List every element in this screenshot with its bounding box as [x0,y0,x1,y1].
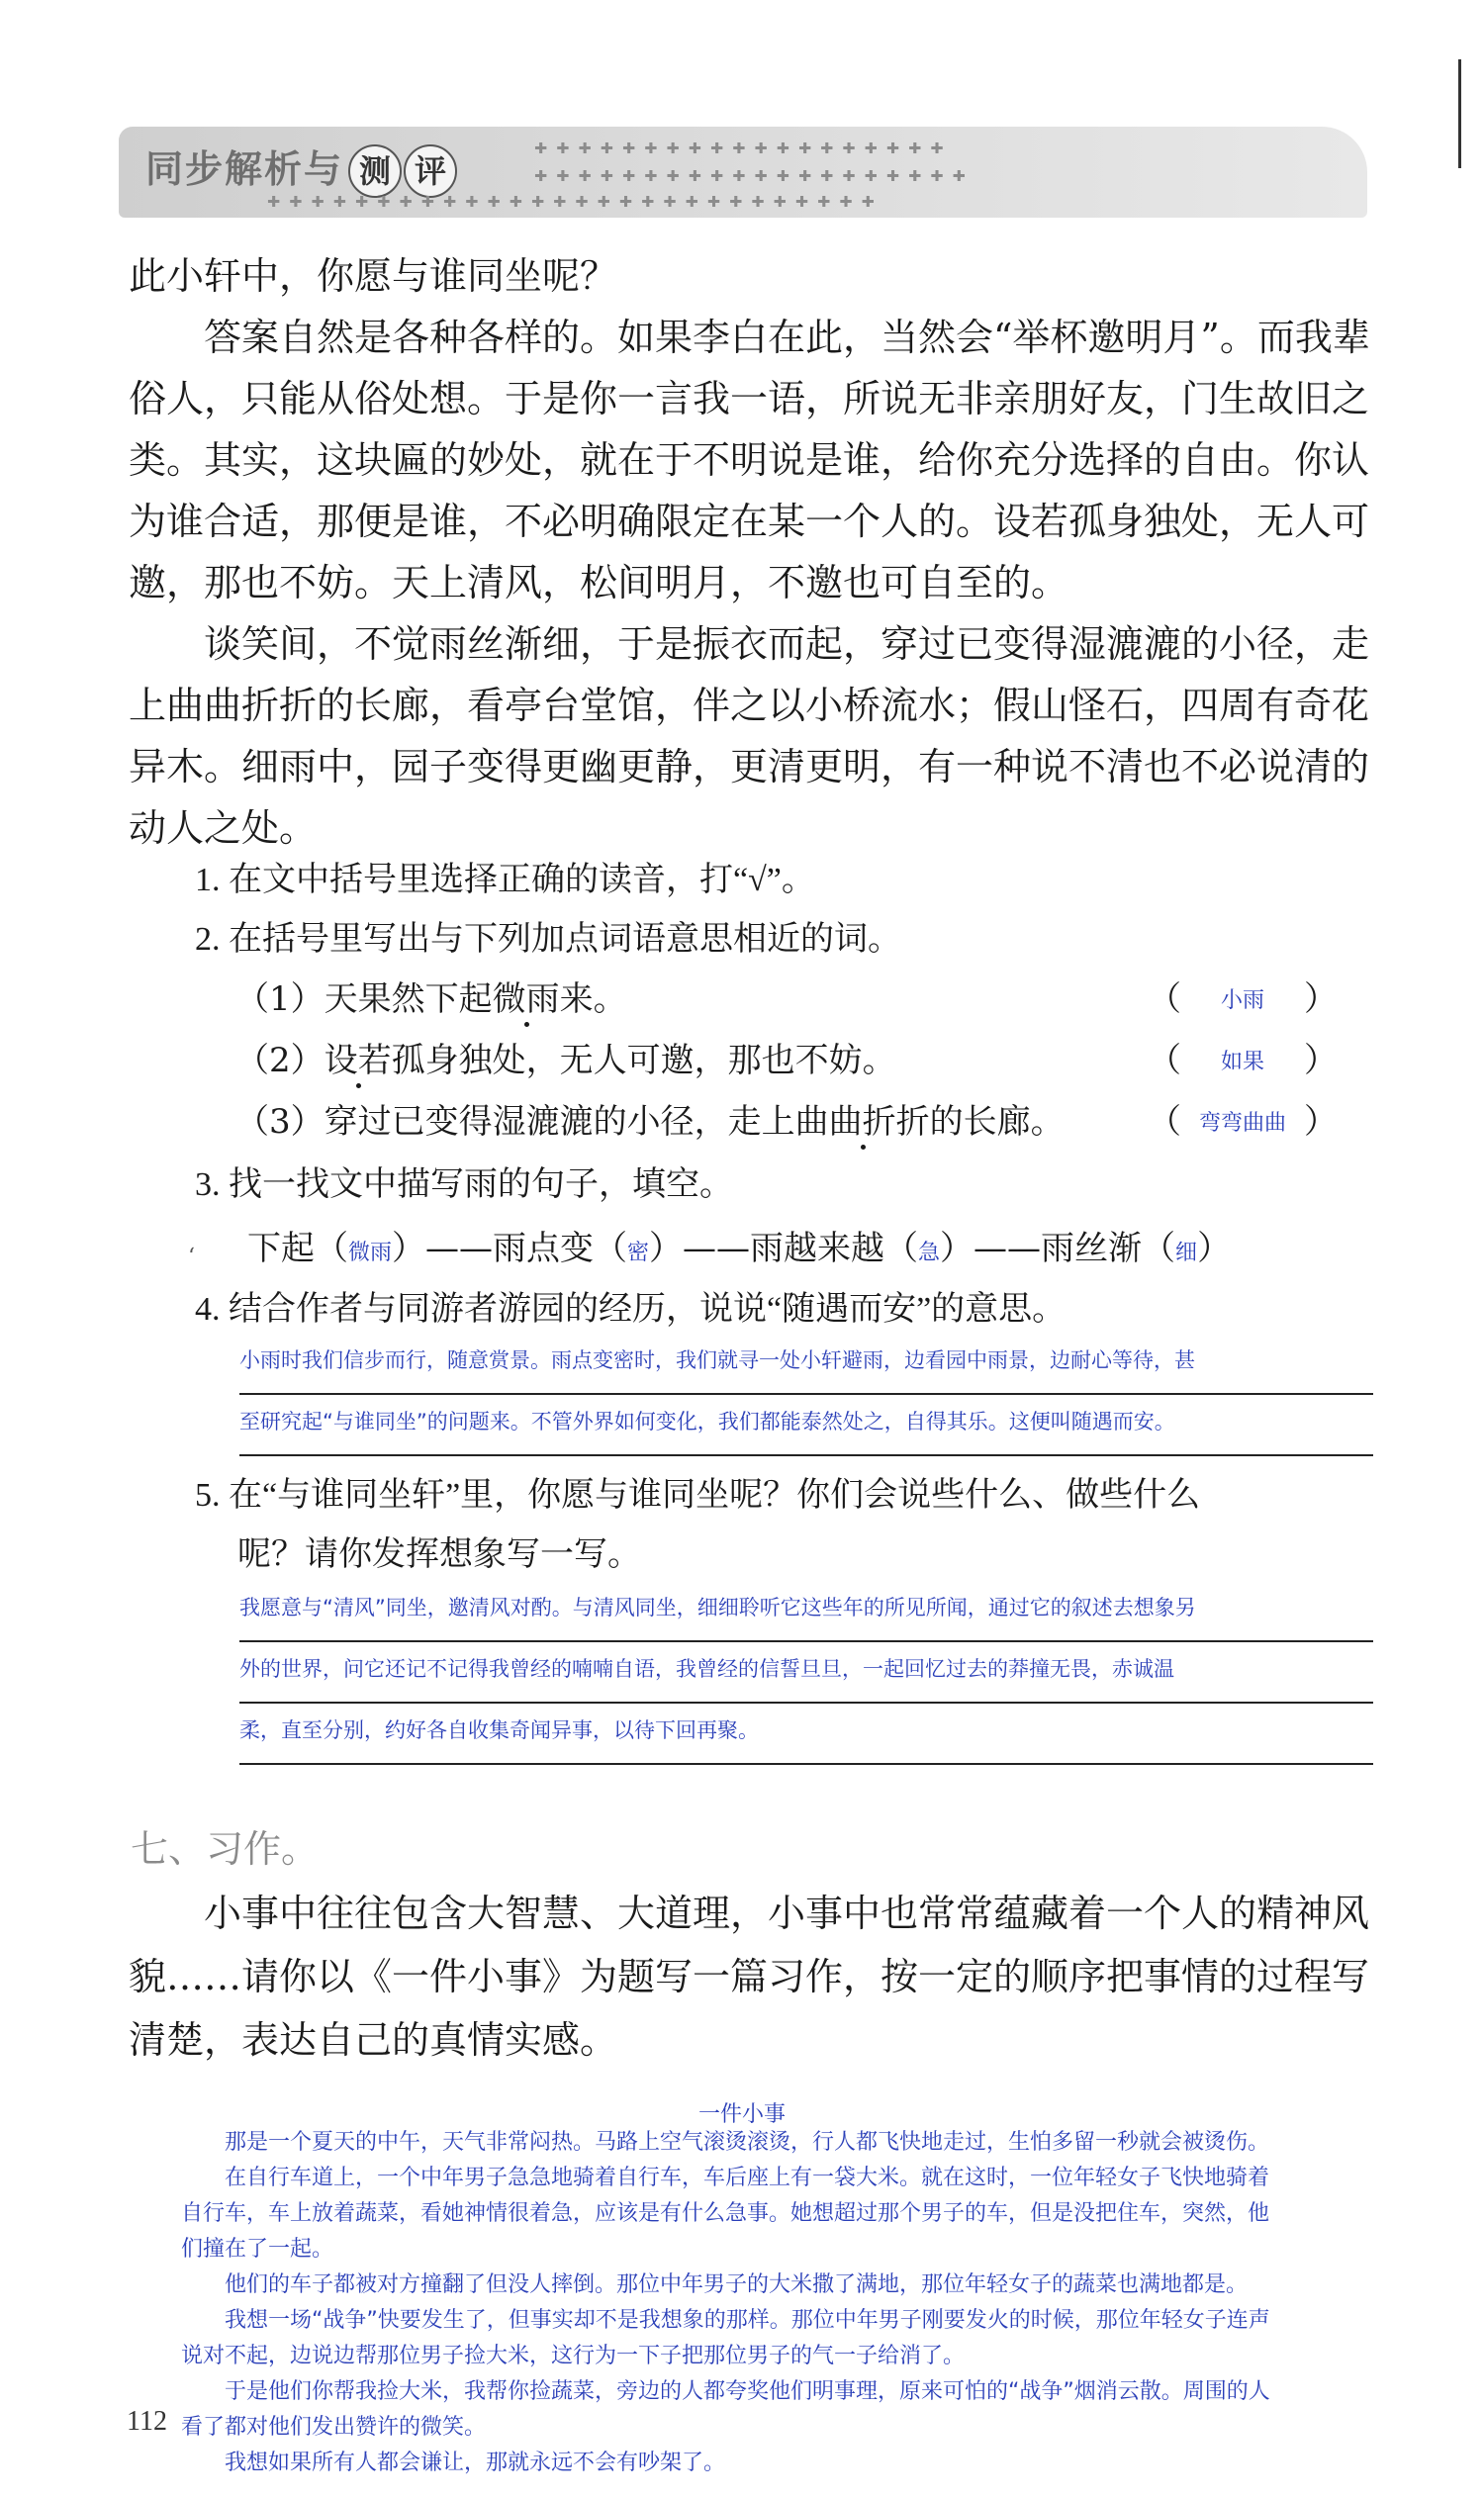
handwritten-answer: 如果 [1220,1050,1264,1074]
question-2-item-3: （3）穿过已变得湿漉漉的小径，走上曲曲折折的长廊。 [235,1102,1065,1142]
page-number: 112 [127,2406,167,2437]
dotted-word: 微雨 [492,979,560,1019]
reading-passage [129,245,1370,859]
question-1: 1. 在文中括号里选择正确的读音，打“√”。 [195,862,815,898]
handwritten-essay[interactable] [181,2125,1368,2481]
header-circle-ce: 测 [348,144,402,198]
answer-line[interactable]: 至研究起“与谁同坐”的问题来。不管外界如何变化，我们都能泰然处之，自得其乐。这便叫随遇而安。 [239,1395,1373,1456]
essay-line: 自行车，车上放着蔬菜，看她神情很着急，应该是有什么急事。她想超过那个男子的车，但是没把住车，突然，他 [181,2201,1270,2226]
essay-line: 于是他们你帮我捡大米，我帮你捡蔬菜，旁边的人都夸奖他们明事理，原来可怕的“战争”烟消云散。周围的人 [181,2379,1270,2404]
header-plus-pattern: ✚✚✚✚✚✚✚✚✚✚✚✚✚✚✚✚✚✚✚ [534,135,953,159]
answer-line[interactable]: 小雨时我们信步而行，随意赏景。雨点变密时，我们就寻一处小轩避雨，边看园中雨景，边耐心等待，甚 [239,1334,1373,1395]
answer-line[interactable]: 柔，直至分别，约好各自收集奇闻异事，以待下回再聚。 [239,1704,1373,1765]
essay-line: 们撞在了一起。 [181,2237,334,2262]
answer-line[interactable]: 我愿意与“清风”同坐，邀清风对酌。与清风同坐，细细聆听它这些年的所见所闻，通过它的叙述去想象另 [239,1581,1373,1642]
handwritten-answer[interactable]: 密 [627,1241,650,1265]
header-plus-pattern: ✚✚✚✚✚✚✚✚✚✚✚✚✚✚✚✚✚✚✚✚ [534,162,974,187]
page-edge-mark [1458,59,1461,168]
answer-line[interactable]: 外的世界，问它还记不记得我曾经的喃喃自语，我曾经的信誓旦旦，一起回忆过去的莽撞无畏，赤诚温 [239,1642,1373,1704]
passage-paragraph: 谈笑间，不觉雨丝渐细，于是振衣而起，穿过已变得湿漉漉的小径，走上曲曲折折的长廊，看亭台堂馆，伴之以小桥流水；假山怪石，四周有奇花异木。细雨中，园子变得更幽更静，更清更明，有一种说不清也不必说清的动人之处。 [129,622,1370,850]
question-5-line-1: 5. 在“与谁同坐轩”里，你愿与谁同坐呢？你们会说些什么、做些什么 [195,1477,1201,1514]
dotted-word: 设若 [324,1041,392,1080]
pen-mark: ʻ [188,1245,195,1269]
essay-line: 看了都对他们发出赞许的微笑。 [181,2415,487,2440]
essay-line: 在自行车道上，一个中年男子急急地骑着自行车，车后座上有一袋大米。就在这时，一位年轻女子飞快地骑着 [181,2166,1270,2190]
question-3-fill: 下起（微雨）——雨点变（密）——雨越来越（急）——雨丝渐（细） [247,1229,1232,1268]
handwritten-answer: 小雨 [1220,988,1264,1013]
question-2: 2. 在括号里写出与下列加点词语意思相近的词。 [195,921,901,958]
section-7-title: 七、习作。 [131,1827,320,1871]
header-title: 同步解析与 [145,147,344,191]
passage-line: 此小轩中，你愿与谁同坐呢？ [129,254,618,298]
essay-title: 一件小事 [697,2102,786,2127]
question-5-line-2: 呢？请你发挥想象写一写。 [237,1536,641,1573]
essay-line: 那是一个夏天的中午，天气非常闷热。马路上空气滚烫滚烫，行人都飞快地走过，生怕多留一秒就会被烫伤。 [181,2130,1270,2155]
essay-line: 我想如果所有人都会谦让，那就永远不会有吵架了。 [181,2451,726,2475]
question-4: 4. 结合作者与同游者游园的经历，说说“随遇而安”的意思。 [195,1291,1067,1328]
handwritten-answer: 弯弯曲曲 [1198,1111,1286,1136]
essay-line: 我想一场“战争”快要发生了，但事实却不是我想象的那样。那位中年男子刚要发火的时候，那位年轻女子连声 [181,2308,1270,2333]
dotted-word: 曲曲折折 [794,1102,930,1142]
header-circle-ping: 评 [404,144,457,198]
handwritten-answer[interactable]: 急 [918,1241,941,1265]
essay-line: 说对不起，边说边帮那位男子捡大米，这行为一下子把那位男子的气一子给消了。 [181,2344,966,2368]
question-2-item-1: （1）天果然下起微雨来。 [235,979,627,1019]
essay-line: 他们的车子都被对方撞翻了但没人摔倒。那位中年男子的大米撒了满地，那位年轻女子的蔬菜也满地都是。 [181,2272,1249,2297]
handwritten-answer[interactable]: 微雨 [348,1241,393,1265]
section-7-prompt: 小事中往往包含大智慧、大道理，小事中也常常蕴藏着一个人的精神风貌……请你以《一件小事》为题写一篇习作，按一定的顺序把事情的过程写清楚，表达自己的真情实感。 [129,1892,1370,2062]
question-2-item-2: （2）设若孤身独处，无人可邀，那也不妨。 [235,1041,896,1080]
passage-paragraph: 答案自然是各种各样的。如果李白在此，当然会“举杯邀明月”。而我辈俗人，只能从俗处想。于是你一言我一语，所说无非亲朋好友，门生故旧之类。其实，这块匾的妙处，就在于不明说是谁，给你充分选择的自由。你认为谁合适，那便是谁，不必明确限定在某一个人的。设若孤身独处，无人可邀，那也不妨。天上清风，松间明月，不邀也可自至的。 [129,316,1370,604]
header-plus-pattern: ✚✚✚✚✚✚✚✚✚✚✚✚✚✚✚✚✚✚✚✚✚✚✚✚✚✚✚✚ [267,188,883,213]
handwritten-answer[interactable]: 细 [1175,1241,1198,1265]
question-3: 3. 找一找文中描写雨的句子，填空。 [195,1166,733,1203]
